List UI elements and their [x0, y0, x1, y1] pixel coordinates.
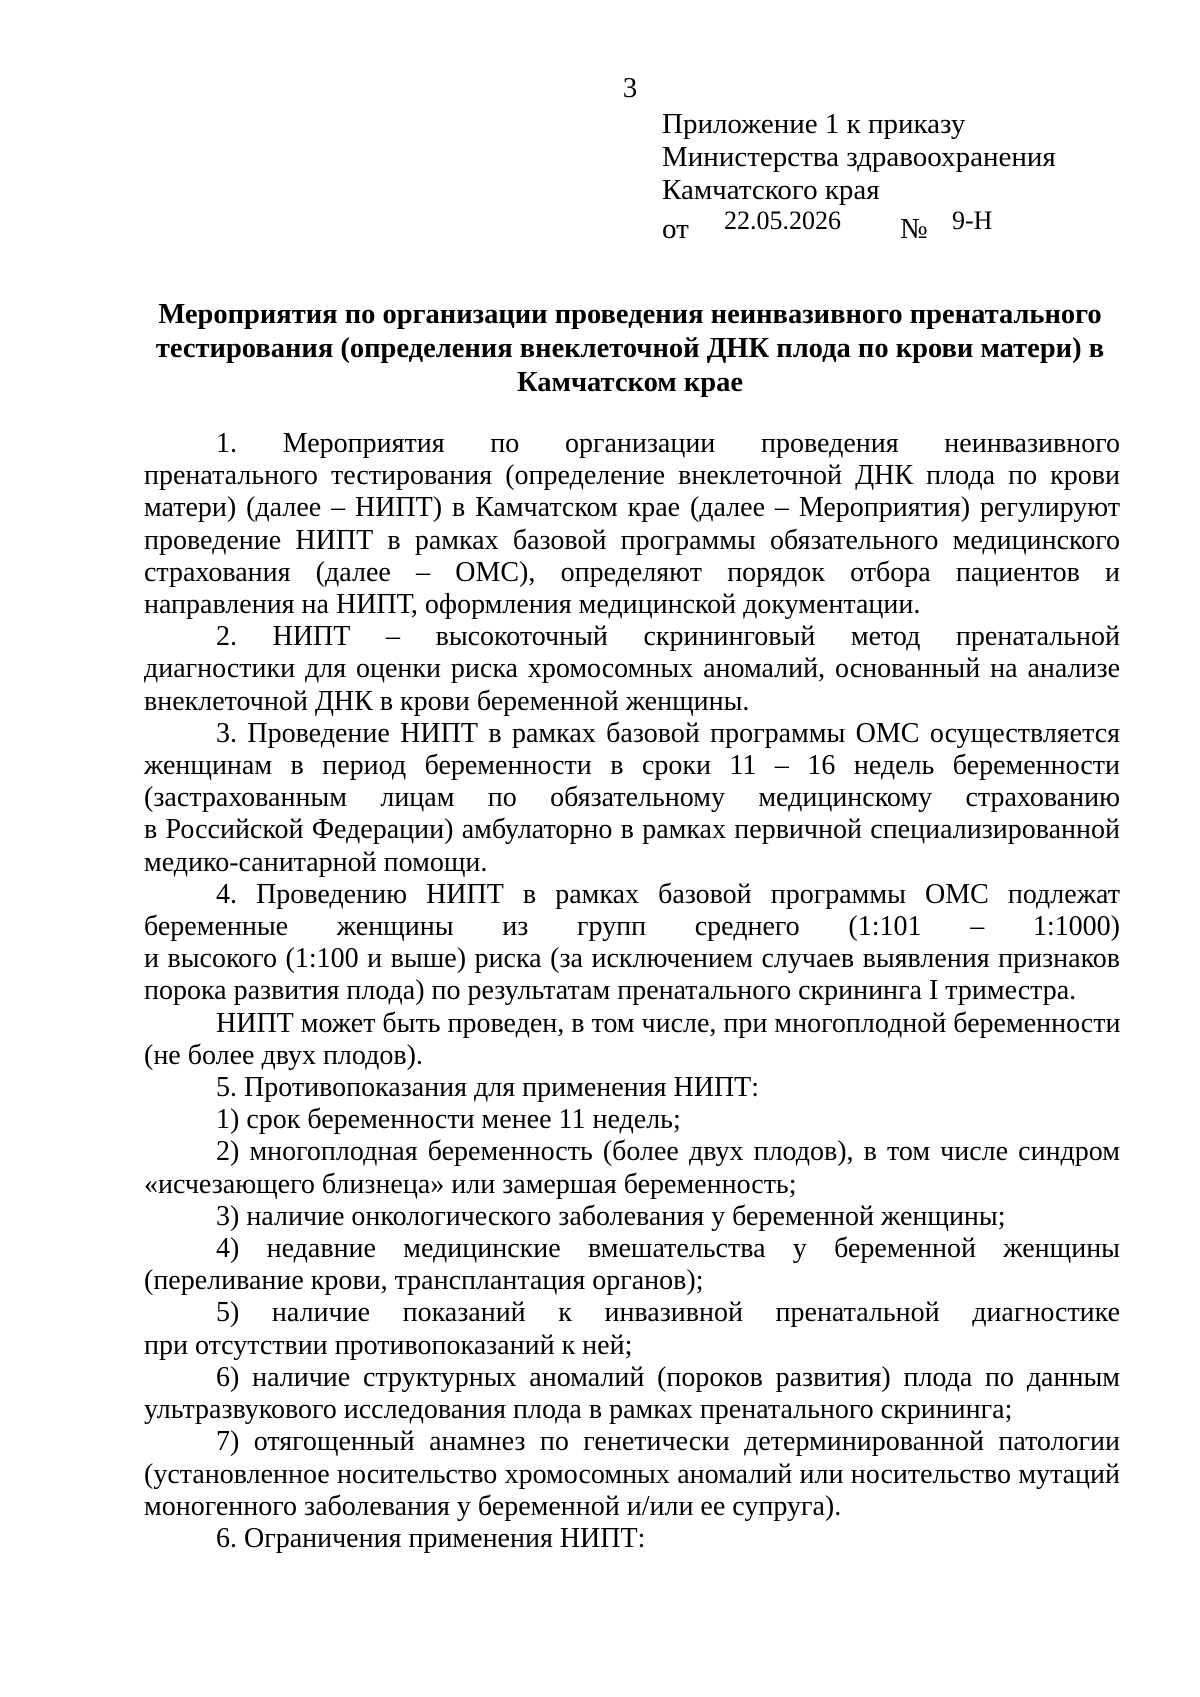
- appendix-date-line: [662, 207, 1132, 243]
- body-text-line: 1. Мероприятия по организации проведения неинвазивного: [216, 428, 1120, 459]
- date-label: от: [662, 213, 689, 245]
- appendix-line-2: Министерства здравоохранения: [662, 141, 1056, 173]
- appendix-line-3: Камчатского края: [662, 174, 880, 206]
- number-label: №: [900, 213, 928, 245]
- body-text-line: 2. НИПТ – высокоточный скрининговый метод пренатальной: [216, 621, 1120, 653]
- body-text-line: страхования (далее – ОМС), определяют порядок отбора пациентов и: [144, 556, 1120, 588]
- body-text-line: медико-санитарной помощи.: [144, 846, 488, 878]
- page-number: 3: [622, 72, 638, 104]
- body-text-line: (застрахованным лицам по обязательному медицинскому страхованию: [144, 782, 1120, 814]
- body-text-line: пренатального тестирования (определение внеклеточной ДНК плода по крови: [144, 460, 1120, 492]
- body-text-line: (не более двух плодов).: [144, 1039, 423, 1071]
- body-text-line: (переливание крови, трансплантация органов);: [144, 1265, 704, 1297]
- body-text-line: при отсутствии противопоказаний к ней;: [144, 1329, 633, 1361]
- body-text-line: порока развития плода) по результатам пренатального скрининга I триместра.: [144, 975, 1077, 1007]
- body-text-line: 1) срок беременности менее 11 недель;: [216, 1104, 681, 1136]
- body-text-line: моногенного заболевания у беременной и/или ее супруга).: [144, 1490, 842, 1522]
- body-text-line: проведение НИПТ в рамках базовой программы обязательного медицинского: [144, 524, 1120, 556]
- title-line-1: Мероприятия по организации проведения неинвазивного пренатального: [158, 299, 1102, 330]
- body-text-line: 2) многоплодная беременность (более двух плодов), в том числе синдром: [216, 1136, 1120, 1168]
- body-text-line: в Российской Федерации) амбулаторно в рамках первичной специализированной: [144, 814, 1120, 846]
- body-text-line: 4) недавние медицинские вмешательства у беременной женщины: [216, 1233, 1120, 1265]
- body-text-line: направления на НИПТ, оформления медицинской документации.: [144, 589, 921, 621]
- body-text-line: и высокого (1:100 и выше) риска (за исключением случаев выявления признаков: [144, 943, 1120, 975]
- body-text-line: беременные женщины из групп среднего (1:101 – 1:1000): [144, 911, 1120, 943]
- document-body: [144, 428, 1120, 1555]
- body-text-line: 6) наличие структурных аномалий (пороков развития) плода по данным: [216, 1361, 1120, 1393]
- body-text-line: внеклеточной ДНК в крови беременной женщины.: [144, 685, 750, 717]
- body-text-line: НИПТ может быть проведен, в том числе, при многоплодной беременности: [216, 1007, 1121, 1039]
- body-text-line: (установленное носительство хромосомных аномалий или носительство мутаций: [144, 1458, 1120, 1490]
- document-title: [140, 298, 1120, 400]
- title-line-3: Камчатском крае: [517, 367, 743, 398]
- title-line-2: тестирования (определения внеклеточной ДНК плода по крови матери) в: [155, 333, 1105, 364]
- appendix-block: [662, 108, 1132, 243]
- body-text-line: «исчезающего близнеца» или замершая беременность;: [144, 1168, 797, 1200]
- order-date: 22.05.2026: [724, 206, 841, 235]
- body-text-line: диагностики для оценки риска хромосомных аномалий, основанный на анализе: [144, 653, 1120, 685]
- body-text-line: 5. Противопоказания для применения НИПТ:: [216, 1072, 760, 1104]
- body-text-line: 6. Ограничения применения НИПТ:: [216, 1522, 646, 1554]
- body-text-line: 3. Проведение НИПТ в рамках базовой программы ОМС осуществляется: [216, 717, 1120, 749]
- body-text-line: 7) отягощенный анамнез по генетически детерминированной патологии: [216, 1426, 1120, 1458]
- body-text-line: 5) наличие показаний к инвазивной пренатальной диагностике: [216, 1297, 1120, 1329]
- order-number: 9-Н: [952, 206, 993, 235]
- body-text-line: 4. Проведению НИПТ в рамках базовой программы ОМС подлежат: [216, 878, 1120, 910]
- body-text-line: ультразвукового исследования плода в рамках пренатального скрининга;: [144, 1394, 1013, 1426]
- appendix-line-1: Приложение 1 к приказу: [662, 108, 966, 140]
- body-text-line: матери) (далее – НИПТ) в Камчатском крае (далее – Мероприятия) регулируют: [144, 492, 1120, 524]
- body-text-line: женщинам в период беременности в сроки 11 – 16 недель беременности: [144, 750, 1120, 782]
- body-text-line: 3) наличие онкологического заболевания у беременной женщины;: [216, 1200, 1006, 1232]
